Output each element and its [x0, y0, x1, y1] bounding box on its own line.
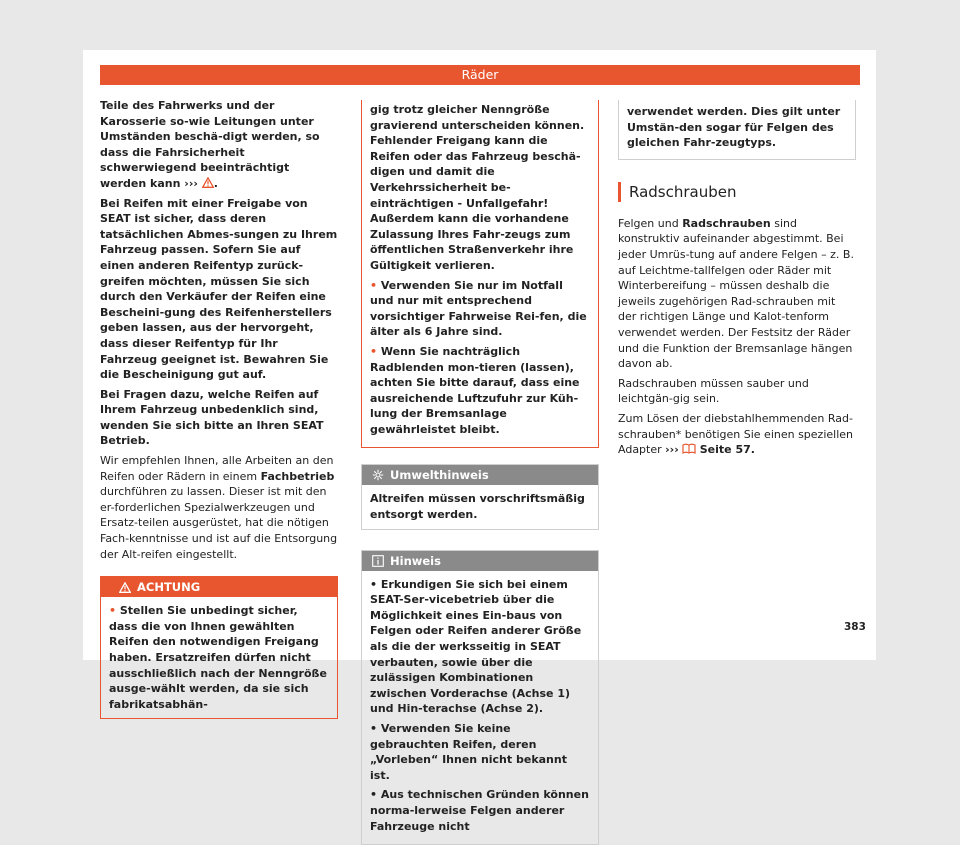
page-number: 383 — [844, 621, 866, 633]
paragraph-2: Bei Reifen mit einer Freigabe von SEAT ist sicher, dass deren tatsächlichen Abmes-sungen zu Ihrem Fahrzeug passen. Sofern Sie auf einen anderen Reifentyp zurück-greifen möchten, müssen Sie sich durch den Verkäufer der Reifen eine Bescheini-gung des Reifenherstellers geben lassen, aus der hervorgeht, dass dieser Reifentyp für Ihr Fahrzeug geeignet ist. Bewahren Sie die Bescheinigung gut auf. — [100, 196, 338, 382]
section-title: Radschrauben — [618, 182, 856, 202]
warning-box-continued — [361, 100, 599, 448]
note-box — [361, 550, 599, 845]
paragraph-3: Bei Fragen dazu, welche Reifen auf Ihrem Fahrzeug unbedenklich sind, wenden Sie sich bitte an Ihren SEAT Betrieb. — [100, 387, 324, 448]
section-paragraph-1-c: sind konstruktiv aufeinander abgestimmt. Bei jeder Umrüs-tung auf andere Felgen – z. B. auf Leichtme-tallfelgen oder Räder mit Winterbereifung – müssen deshalb die jeweils zugehörigen Rad-schrauben mit der richtigen Länge und Kalot-tenform verwendet werden. Der Festsitz der Räder und die Funktion der Bremsanlage hängen davon ab. — [618, 216, 854, 371]
warning-bullet-2 — [370, 278, 590, 340]
column-2 — [361, 100, 599, 845]
info-icon — [372, 555, 384, 567]
bullet-marker: • — [109, 604, 117, 618]
warning-triangle-icon — [119, 582, 131, 593]
note-title: Hinweis — [390, 553, 441, 568]
section-paragraph-1-a: Felgen und — [618, 216, 679, 230]
warning-bullet-3-text: Wenn Sie nachträglich Radblenden mon-tieren (lassen), achten Sie bitte darauf, dass eine ausreichende Luftzufuhr zur Küh-lung der Bremsanlage gewährleistet bleibt. — [370, 344, 580, 436]
note-bullet-2-text: Verwenden Sie keine gebrauchten Reifen, deren „Vorleben“ Ihnen nicht bekannt ist. — [370, 722, 567, 782]
environment-body: Altreifen müssen vorschriftsmäßig entsorgt werden. — [370, 492, 585, 522]
environment-header — [362, 465, 598, 485]
cross-reference-arrows[interactable]: ››› — [665, 443, 679, 457]
environment-title: Umwelthinweis — [390, 468, 489, 483]
note-body — [362, 571, 598, 845]
section-paragraph-3-a: Zum Lösen der diebstahlhemmenden Rad-schrauben* benötigen Sie einen speziellen Adapter — [618, 411, 854, 457]
section-paragraph-2: Radschrauben müssen sauber und leichtgän-gig sein. — [618, 376, 809, 406]
section-paragraph-1 — [618, 216, 856, 372]
note-bullet-1-text: Erkundigen Sie sich bei einem SEAT-Ser-vicebetrieb über die Möglichkeit eines Ein-baus von Felgen oder Reifen anderer Größe als die der werksseitig in SEAT verbauten, sowie über die zulässigen Kombinationen zwischen Vorderachse (Achse 1) und Hin-terachse (Achse 2). — [370, 577, 582, 716]
warning-continued-text: gig trotz gleicher Nenngröße gravierend unterscheiden können. Fehlender Freigang kann die Reifen oder das Fahrzeug beschä-digen und damit die Verkehrssicherheit be-einträchtigen - Unfallgefahr! Außerdem kann die vorhandene Zulassung Ihres Fahr-zeugs zum öffentlichen Straßenverkehr ihre Gültigkeit verlieren. — [370, 103, 585, 272]
warning-body — [101, 597, 337, 718]
section-paragraph-3 — [618, 411, 856, 458]
leaf-icon — [372, 469, 384, 481]
note-header — [362, 551, 598, 571]
note-bullet-3: • Aus technischen Gründen können norma-lerweise Felgen anderer Fahrzeuge nicht — [370, 788, 589, 833]
warning-bullet-2-text: Verwenden Sie nur im Notfall und nur mit entsprechend vorsichtiger Fahrweise Rei-fen, die älter als 6 Jahre sind. — [370, 278, 587, 339]
warning-title: ACHTUNG — [137, 580, 201, 595]
note-bullet-3-text: Aus technischen Gründen können norma-lerweise Felgen anderer Fahrzeuge nicht — [370, 788, 589, 833]
section-paragraph-1-bold: Radschrauben — [682, 216, 771, 230]
warning-triangle-icon — [202, 177, 214, 188]
column-3 — [618, 100, 856, 462]
paragraph-4-text-c: durchführen zu lassen. Dieser ist mit den er-forderlichen Spezialwerkzeugen und Ersatz-teilen ausgerüstet, hat die nötigen Fach-kenntnisse und ist auf die Entsorgung der Alt-reifen eingestellt. — [100, 485, 338, 561]
warning-text: Stellen Sie unbedingt sicher, dass die von Ihnen gewählten Reifen den notwendigen Freigang haben. Ersatzreifen dürfen nicht ausschließlich nach der Nenngröße ausge-wählt werden, da sie sich fabrikatsabhän- — [109, 604, 327, 711]
cross-reference-arrows[interactable]: ››› — [184, 176, 198, 190]
environment-box — [361, 464, 599, 529]
page-link[interactable]: Seite 57. — [699, 443, 755, 457]
note-box-continued: verwendet werden. Dies gilt unter Umstän-den sogar für Felgen des gleichen Fahr-zeugtyps. — [618, 100, 856, 160]
bullet-marker: • — [370, 344, 378, 358]
warning-header — [101, 577, 337, 597]
paragraph-1: Teile des Fahrwerks und der Karosserie so-wie Leitungen unter Umständen beschä-digt werden, so dass die Fahrsicherheit schwerwiegend beeinträchtigt werden kann ››› . — [100, 99, 320, 190]
note-bullet-1: • Erkundigen Sie sich bei einem SEAT-Ser-vicebetrieb über die Möglichkeit eines Ein-baus von Felgen oder Reifen anderer Größe als die der werksseitig in SEAT verbauten, sowie über die zulässigen Kombinationen zwischen Vorderachse (Achse 1) und Hin-terachse (Achse 2). — [370, 577, 582, 716]
paragraph-1-text: Teile des Fahrwerks und der Karosserie so-wie Leitungen unter Umständen beschä-digt werden, so dass die Fahrsicherheit schwerwiegend beeinträchtigt werden kann — [100, 99, 320, 190]
warning-box — [100, 576, 338, 719]
paragraph-4-text-a: Wir empfehlen Ihnen, alle Arbeiten an den Reifen oder Rädern in einem — [100, 454, 334, 483]
warning-bullet-3 — [370, 344, 590, 438]
paragraph-4-bold: Fachbetrieb — [260, 469, 335, 483]
chapter-header: Räder — [100, 65, 860, 85]
book-icon — [682, 443, 696, 454]
paragraph-4 — [100, 453, 338, 562]
bullet-marker: • — [370, 278, 378, 292]
note-bullet-2: • Verwenden Sie keine gebrauchten Reifen, deren „Vorleben“ Ihnen nicht bekannt ist. — [370, 722, 567, 782]
column-1 — [100, 98, 338, 719]
